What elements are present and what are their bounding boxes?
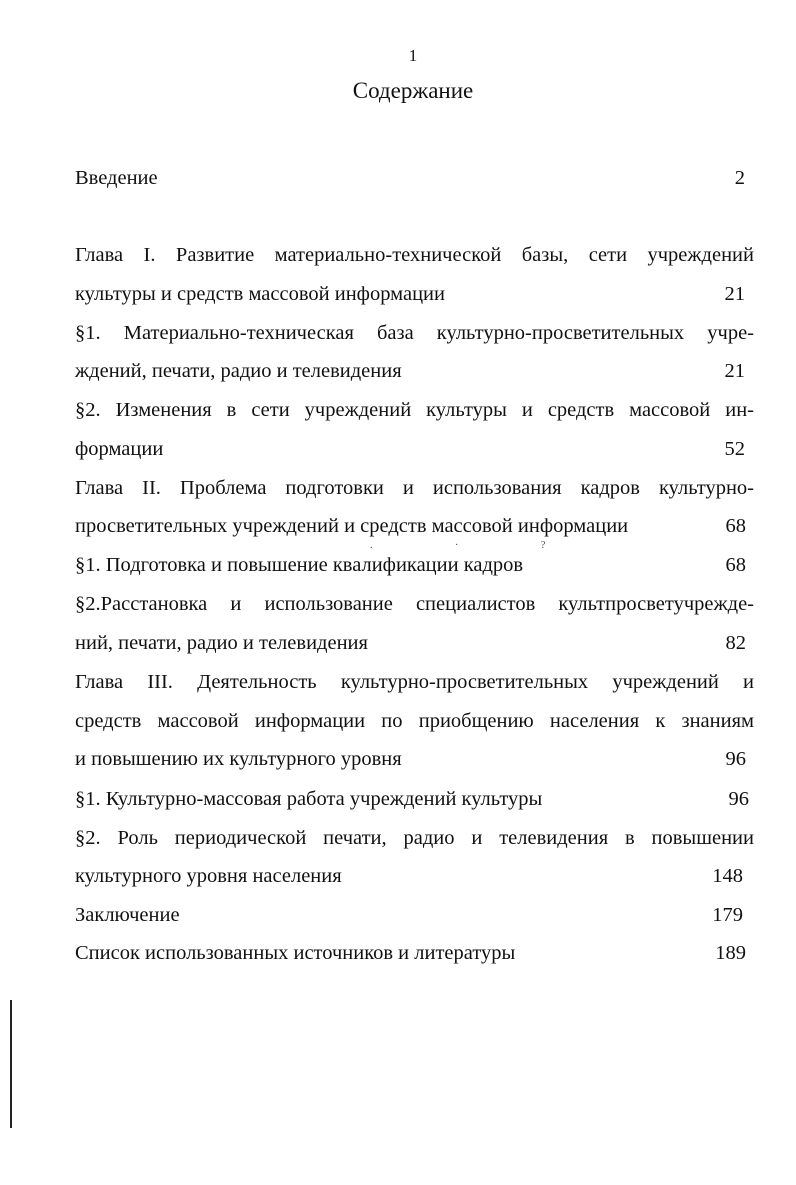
toc-ch3-line1: Глава III. Деятельность культурно-просветительных учреждений и — [75, 671, 754, 693]
toc-ch1s2-line1: §2. Изменения в сети учреждений культуры и средств массовой ин- — [75, 399, 754, 421]
toc-ch2-line1: Глава II. Проблема подготовки и использования кадров культурно- — [75, 477, 754, 499]
toc-ch1s1-line1: §1. Материально-техническая база культурно-просветительных учре- — [75, 322, 754, 344]
toc-intro-page: 2 — [734, 167, 745, 189]
toc-ch2s1-line1: §1. Подготовка и повышение квалификации кадров — [75, 554, 524, 576]
toc-conclusion-label: Заключение — [75, 904, 180, 926]
toc-ch3s2-line1: §2. Роль периодической печати, радио и телевидения в повышении — [75, 827, 754, 849]
toc-ch3s2-line2: культурного уровня населения — [75, 865, 342, 887]
toc-ch3-page: 96 — [725, 748, 746, 770]
toc-ch3s1-line1: §1. Культурно-массовая работа учреждений культуры — [75, 788, 543, 810]
page-number: 1 — [408, 46, 418, 65]
scan-edge-line — [10, 1000, 12, 1128]
toc-sources-label: Список использованных источников и литературы — [75, 942, 516, 964]
toc-ch1-line2: культуры и средств массовой информации — [75, 283, 445, 305]
toc-sources-page: 189 — [715, 942, 746, 964]
toc-ch3-line3: и повышению их культурного уровня — [75, 748, 402, 770]
toc-intro-label: Введение — [75, 167, 158, 189]
toc-ch2s1-page: 68 — [725, 554, 746, 576]
toc-ch2s2-line1: §2.Расстановка и использование специалистов культпросветучрежде- — [75, 593, 754, 615]
toc-ch1s2-page: 52 — [724, 438, 745, 460]
toc-ch1-page: 21 — [724, 283, 745, 305]
toc-ch1s2-line2: формации — [75, 438, 164, 460]
toc-ch1-line1: Глава I. Развитие материально-технической базы, сети учреждений — [75, 244, 754, 266]
toc-ch3s2-page: 148 — [712, 865, 743, 887]
toc-ch1s1-page: 21 — [724, 360, 745, 382]
toc-ch3-line2: средств массовой информации по приобщению населения к знаниям — [75, 710, 754, 732]
scan-marks: . · ? — [370, 540, 586, 551]
toc-ch2s2-page: 82 — [725, 632, 746, 654]
toc-ch3s1-page: 96 — [728, 788, 749, 810]
toc-ch2-line2: просветительных учреждений и средств массовой информации — [75, 515, 629, 537]
toc-ch2s2-line2: ний, печати, радио и телевидения — [75, 632, 368, 654]
page-title: Содержание — [352, 78, 474, 103]
toc-ch1s1-line2: ждений, печати, радио и телевидения — [75, 360, 402, 382]
toc-ch2-page: 68 — [725, 515, 746, 537]
toc-conclusion-page: 179 — [712, 904, 743, 926]
